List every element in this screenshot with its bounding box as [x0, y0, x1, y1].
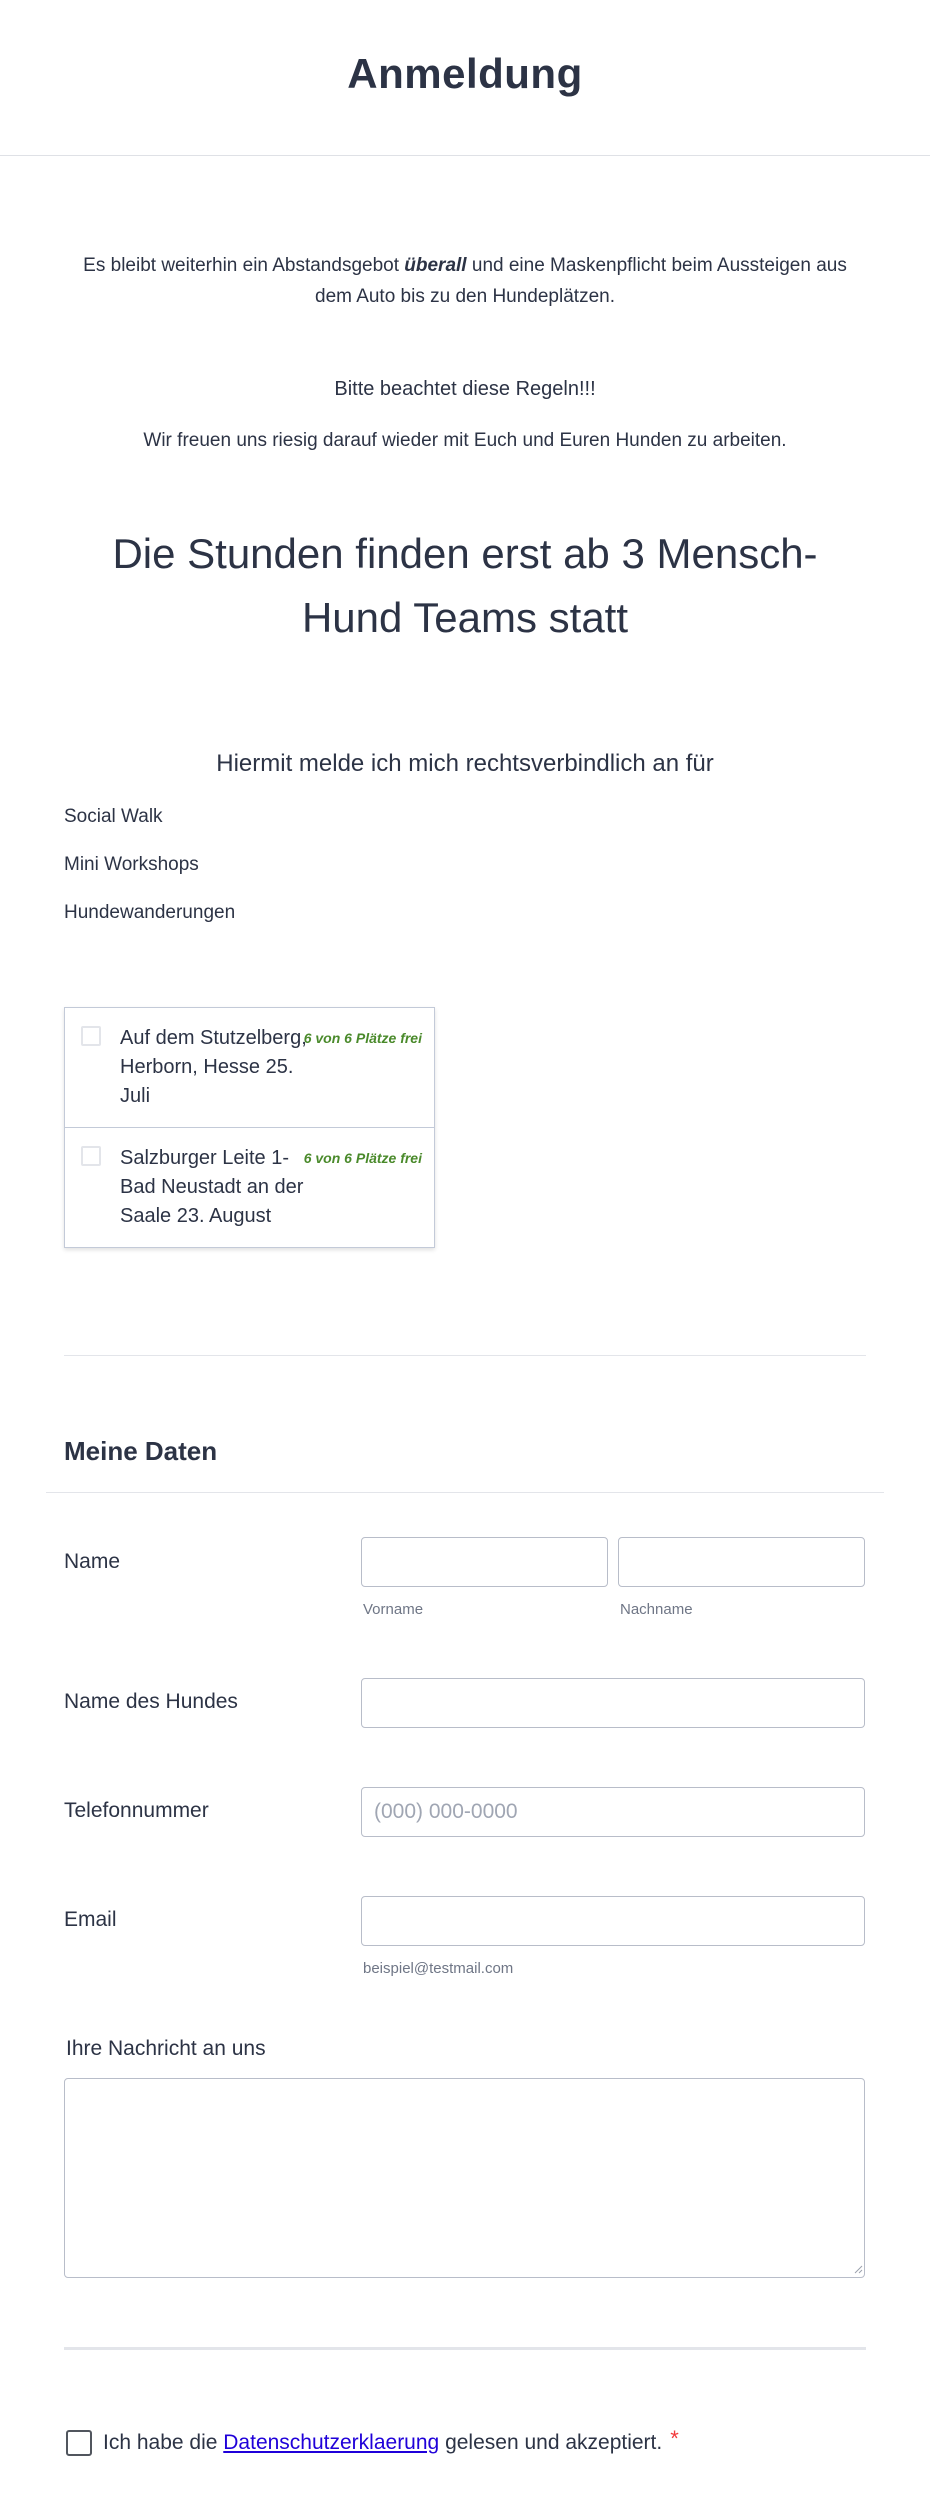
activity-item: Social Walk: [64, 806, 163, 827]
appointment-slot-list: [64, 1007, 435, 1248]
email-input[interactable]: [361, 1896, 865, 1946]
dog-name-label: Name des Hundes: [64, 1690, 238, 1713]
message-label: Ihre Nachricht an uns: [66, 2037, 266, 2060]
phone-label: Telefonnummer: [64, 1799, 209, 1822]
activity-item: Mini Workshops: [64, 854, 199, 875]
notice-heading: Die Stunden finden erst ab 3 Mensch-Hund Teams statt: [112, 530, 818, 641]
registration-statement: Hiermit melde ich mich rechtsverbindlich an für: [216, 750, 714, 777]
email-label: Email: [64, 1908, 117, 1931]
first-name-sublabel: Vorname: [363, 1601, 424, 1618]
consent-checkbox[interactable]: [66, 2430, 92, 2456]
slot-availability: 6 von 6 Plätze frei: [303, 1150, 422, 1166]
intro-text-end: und eine Maskenpflicht beim Aussteigen aus dem Auto bis zu den Hundeplätzen.: [315, 255, 847, 307]
required-asterisk: *: [670, 2426, 679, 2451]
resize-handle-icon[interactable]: [853, 2264, 863, 2274]
consent-text-start: Ich habe die: [103, 2431, 224, 2454]
dog-name-input[interactable]: [361, 1678, 865, 1728]
last-name-sublabel: Nachname: [620, 1601, 693, 1618]
section-title: Meine Daten: [64, 1436, 218, 1466]
form-divider: [64, 2347, 866, 2350]
intro-text-start: Es bleibt weiterhin ein Abstandsgebot: [83, 255, 405, 276]
activity-item: Hundewanderungen: [64, 902, 236, 923]
form-header: [0, 0, 930, 156]
appointment-slot[interactable]: [65, 1008, 434, 1128]
page-title: Anmeldung: [347, 50, 583, 97]
privacy-policy-link[interactable]: Datenschutzerklaerung: [223, 2431, 440, 2454]
intro-rules-text: [64, 250, 866, 312]
name-label: Name: [64, 1550, 121, 1573]
slot-checkbox[interactable]: [81, 1146, 101, 1166]
first-name-input[interactable]: [361, 1537, 608, 1587]
intro-rules-reminder: Bitte beachtet diese Regeln!!!: [334, 378, 596, 400]
appointment-slot[interactable]: [65, 1128, 434, 1247]
intro-emphasis: überall: [404, 255, 467, 276]
section-title-underline: [46, 1492, 884, 1493]
email-sublabel: beispiel@testmail.com: [363, 1960, 514, 1977]
phone-input[interactable]: [361, 1787, 865, 1837]
last-name-input[interactable]: [618, 1537, 865, 1587]
consent-text: [103, 2431, 662, 2455]
message-textarea[interactable]: [64, 2078, 865, 2278]
slot-checkbox[interactable]: [81, 1026, 101, 1046]
slot-label: Salzburger Leite 1-Bad Neustadt an der Saale 23. August: [120, 1147, 304, 1227]
section-divider: [64, 1355, 866, 1356]
intro-greeting: Wir freuen uns riesig darauf wieder mit Euch und Euren Hunden zu arbeiten.: [143, 430, 787, 451]
slot-availability: 6 von 6 Plätze frei: [303, 1030, 422, 1046]
consent-text-end: gelesen und akzeptiert.: [439, 2431, 663, 2454]
slot-label: Auf dem Stutzelberg, Herborn, Hesse 25. Juli: [120, 1027, 307, 1107]
privacy-consent: [66, 2426, 679, 2456]
